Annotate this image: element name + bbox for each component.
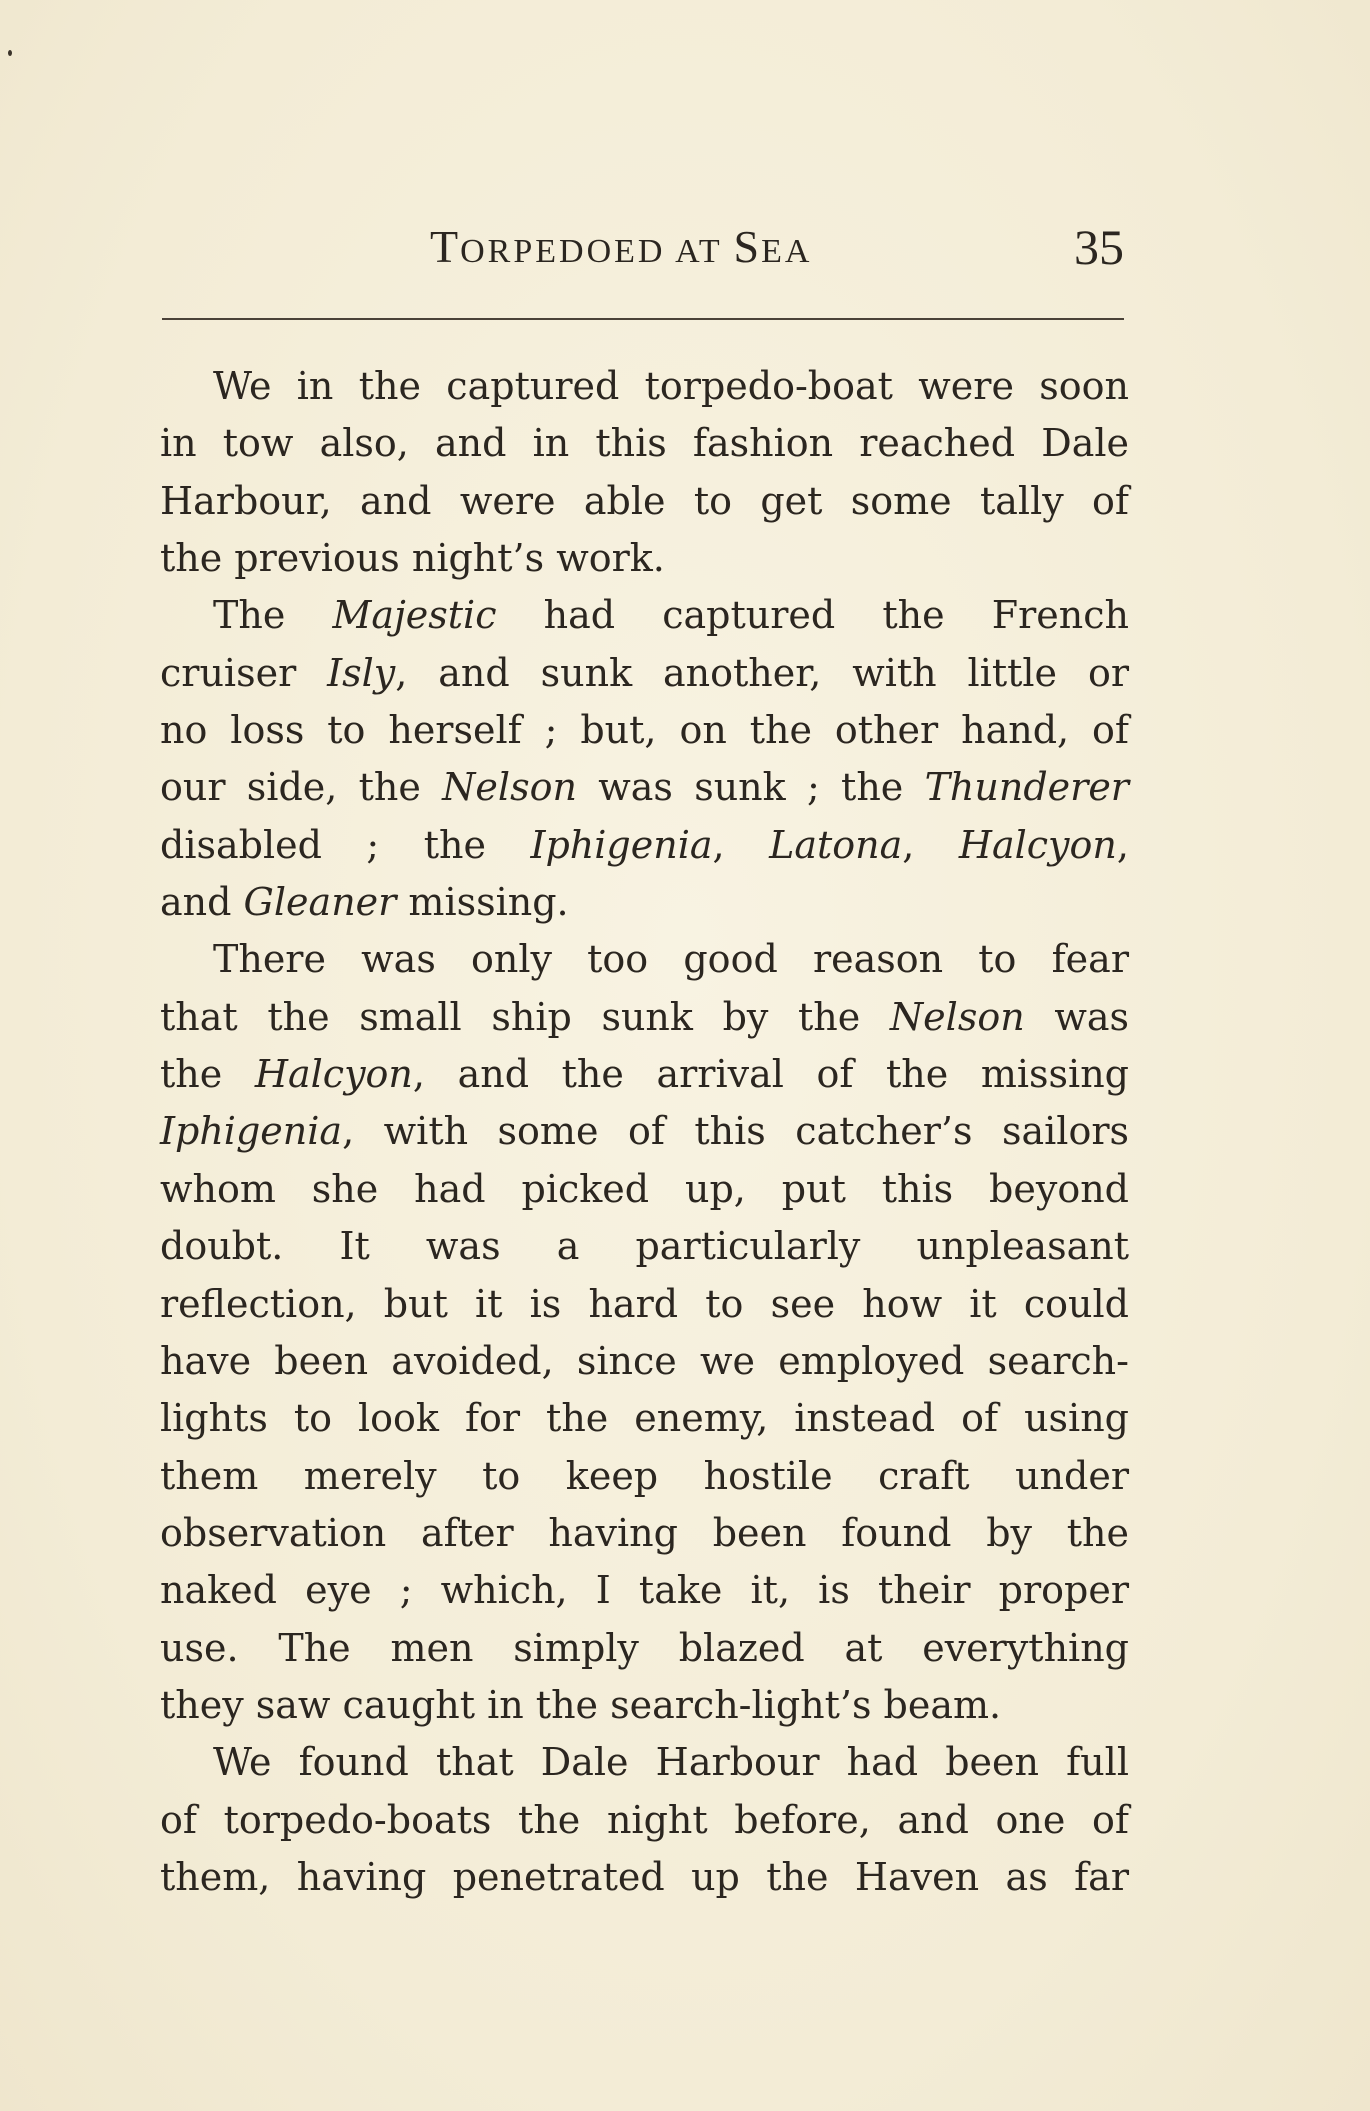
text-line: the previous night’s work. (160, 536, 665, 581)
text-line: them merely to keep hostile craft under (160, 1453, 1129, 1498)
page-number: 35 (1074, 219, 1124, 275)
text-line: our side, the Nelson was sunk ; the Thunderer (160, 765, 1129, 810)
text-line: We found that Dale Harbour had been full (213, 1740, 1129, 1785)
running-title-smallcaps-2: EA (761, 233, 813, 270)
text-line: We in the captured torpedo-boat were soon (213, 364, 1129, 408)
text-line: Harbour, and were able to get some tally of (160, 478, 1129, 523)
text-line: doubt. It was a particularly unpleasant (160, 1224, 1129, 1269)
ink-speck (8, 50, 12, 56)
body-text (160, 358, 1129, 1906)
text-line: There was only too good reason to fear (213, 937, 1129, 982)
text-line: naked eye ; which, I take it, is their proper (160, 1568, 1129, 1613)
text-line: have been avoided, since we employed search- (160, 1338, 1129, 1383)
text-line: and Gleaner missing. (160, 880, 569, 925)
running-title-initial-2: S (733, 221, 762, 272)
running-title (430, 220, 812, 273)
text-line: them, having penetrated up the Haven as far (160, 1854, 1129, 1899)
text-line: The Majestic had captured the French (213, 593, 1129, 638)
header-rule (162, 318, 1124, 320)
text-line: cruiser Isly, and sunk another, with little or (160, 650, 1129, 695)
text-line: the Halcyon, and the arrival of the missing (160, 1052, 1129, 1097)
text-line: observation after having been found by the (160, 1510, 1129, 1555)
text-line: in tow also, and in this fashion reached Dale (160, 421, 1129, 466)
text-line: no loss to herself ; but, on the other hand, of (160, 708, 1129, 753)
text-line: Iphigenia, with some of this catcher’s sailors (160, 1109, 1129, 1154)
text-line: disabled ; the Iphigenia, Latona, Halcyon, (160, 822, 1129, 867)
text-line: that the small ship sunk by the Nelson was (160, 994, 1130, 1039)
page-header (160, 214, 1126, 274)
text-line: they saw caught in the search-light’s beam. (160, 1682, 1002, 1727)
running-title-initial: T (430, 221, 461, 272)
text-line: use. The men simply blazed at everything (160, 1625, 1129, 1670)
text-line: of torpedo-boats the night before, and one of (160, 1797, 1129, 1842)
running-title-smallcaps: ORPEDOED AT (460, 233, 734, 270)
text-line: reflection, but it is hard to see how it could (160, 1281, 1129, 1326)
text-line: whom she had picked up, put this beyond (160, 1166, 1129, 1211)
text-line: lights to look for the enemy, instead of using (160, 1396, 1129, 1441)
